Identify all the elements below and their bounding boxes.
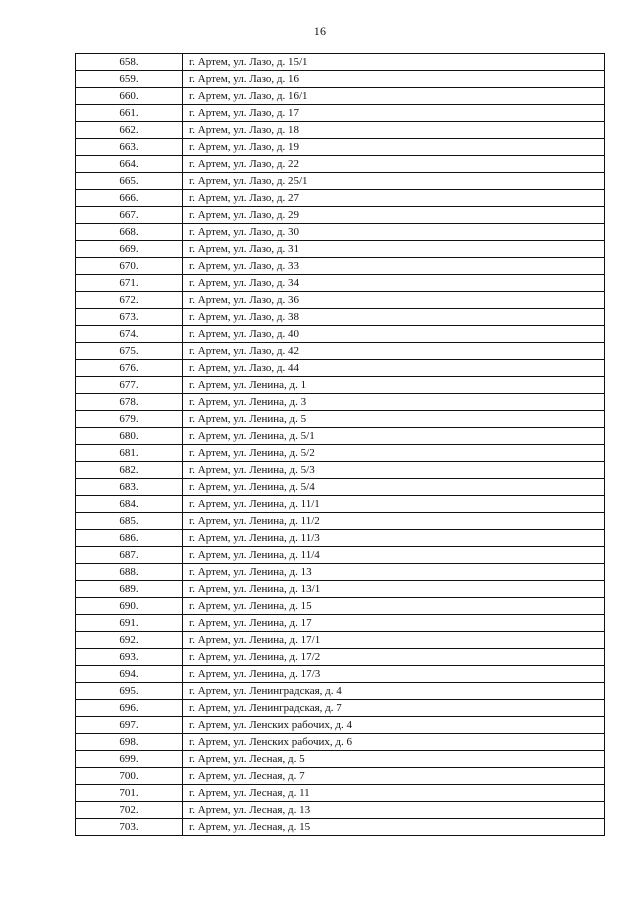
row-address: г. Артем, ул. Лазо, д. 19: [183, 139, 605, 156]
row-address: г. Артем, ул. Лазо, д. 25/1: [183, 173, 605, 190]
table-row: [76, 173, 605, 190]
row-address: г. Артем, ул. Ленина, д. 11/4: [183, 547, 605, 564]
table-row: [76, 734, 605, 751]
table-row: [76, 343, 605, 360]
row-number: 667.: [76, 207, 183, 224]
row-number: 673.: [76, 309, 183, 326]
row-number: 696.: [76, 700, 183, 717]
row-number: 661.: [76, 105, 183, 122]
table-row: [76, 496, 605, 513]
row-address: г. Артем, ул. Лесная, д. 15: [183, 819, 605, 836]
row-address: г. Артем, ул. Лесная, д. 5: [183, 751, 605, 768]
table-row: [76, 598, 605, 615]
row-address: г. Артем, ул. Ленина, д. 5: [183, 411, 605, 428]
table-row: [76, 139, 605, 156]
row-number: 692.: [76, 632, 183, 649]
table-row: [76, 751, 605, 768]
row-address: г. Артем, ул. Лазо, д. 40: [183, 326, 605, 343]
row-address: г. Артем, ул. Лесная, д. 11: [183, 785, 605, 802]
table-row: [76, 190, 605, 207]
table-row: [76, 445, 605, 462]
table-row: [76, 241, 605, 258]
row-address: г. Артем, ул. Ленских рабочих, д. 6: [183, 734, 605, 751]
row-address: г. Артем, ул. Лазо, д. 29: [183, 207, 605, 224]
row-address: г. Артем, ул. Лазо, д. 15/1: [183, 54, 605, 71]
row-number: 675.: [76, 343, 183, 360]
row-address: г. Артем, ул. Лазо, д. 33: [183, 258, 605, 275]
row-number: 664.: [76, 156, 183, 173]
table-row: [76, 581, 605, 598]
row-address: г. Артем, ул. Ленина, д. 5/2: [183, 445, 605, 462]
row-number: 658.: [76, 54, 183, 71]
table-row: [76, 768, 605, 785]
table-row: [76, 802, 605, 819]
row-address: г. Артем, ул. Лесная, д. 13: [183, 802, 605, 819]
row-number: 671.: [76, 275, 183, 292]
table-row: [76, 615, 605, 632]
table-row: [76, 547, 605, 564]
table-row: [76, 462, 605, 479]
row-address: г. Артем, ул. Лазо, д. 16/1: [183, 88, 605, 105]
table-row: [76, 309, 605, 326]
address-table: [75, 53, 605, 836]
table-row: [76, 224, 605, 241]
page-number: 16: [313, 24, 327, 38]
table-row: [76, 71, 605, 88]
row-number: 700.: [76, 768, 183, 785]
row-address: г. Артем, ул. Лазо, д. 18: [183, 122, 605, 139]
table-row: [76, 564, 605, 581]
row-address: г. Артем, ул. Ленинградская, д. 7: [183, 700, 605, 717]
row-number: 694.: [76, 666, 183, 683]
row-number: 689.: [76, 581, 183, 598]
row-number: 665.: [76, 173, 183, 190]
table-row: [76, 666, 605, 683]
row-address: г. Артем, ул. Ленина, д. 17/2: [183, 649, 605, 666]
table-row: [76, 683, 605, 700]
table-row: [76, 819, 605, 836]
row-number: 672.: [76, 292, 183, 309]
row-address: г. Артем, ул. Ленина, д. 1: [183, 377, 605, 394]
table-row: [76, 105, 605, 122]
row-number: 669.: [76, 241, 183, 258]
row-address: г. Артем, ул. Ленина, д. 13/1: [183, 581, 605, 598]
row-address: г. Артем, ул. Лазо, д. 16: [183, 71, 605, 88]
row-address: г. Артем, ул. Ленина, д. 15: [183, 598, 605, 615]
row-number: 679.: [76, 411, 183, 428]
row-number: 681.: [76, 445, 183, 462]
row-number: 680.: [76, 428, 183, 445]
row-address: г. Артем, ул. Лазо, д. 34: [183, 275, 605, 292]
row-number: 699.: [76, 751, 183, 768]
table-row: [76, 292, 605, 309]
row-number: 663.: [76, 139, 183, 156]
table-row: [76, 513, 605, 530]
row-address: г. Артем, ул. Лесная, д. 7: [183, 768, 605, 785]
row-address: г. Артем, ул. Ленина, д. 3: [183, 394, 605, 411]
row-number: 683.: [76, 479, 183, 496]
row-number: 695.: [76, 683, 183, 700]
table-row: [76, 377, 605, 394]
row-number: 668.: [76, 224, 183, 241]
row-number: 690.: [76, 598, 183, 615]
row-address: г. Артем, ул. Ленина, д. 5/4: [183, 479, 605, 496]
table-row: [76, 258, 605, 275]
row-address: г. Артем, ул. Лазо, д. 27: [183, 190, 605, 207]
row-address: г. Артем, ул. Лазо, д. 42: [183, 343, 605, 360]
table-row: [76, 530, 605, 547]
row-address: г. Артем, ул. Лазо, д. 22: [183, 156, 605, 173]
row-address: г. Артем, ул. Ленина, д. 11/3: [183, 530, 605, 547]
table-row: [76, 207, 605, 224]
row-address: г. Артем, ул. Ленина, д. 11/1: [183, 496, 605, 513]
table-row: [76, 428, 605, 445]
table-row: [76, 326, 605, 343]
table-row: [76, 360, 605, 377]
row-address: г. Артем, ул. Лазо, д. 17: [183, 105, 605, 122]
row-number: 693.: [76, 649, 183, 666]
row-number: 697.: [76, 717, 183, 734]
row-address: г. Артем, ул. Ленина, д. 17/1: [183, 632, 605, 649]
row-number: 698.: [76, 734, 183, 751]
row-number: 686.: [76, 530, 183, 547]
row-address: г. Артем, ул. Лазо, д. 31: [183, 241, 605, 258]
row-address: г. Артем, ул. Ленина, д. 13: [183, 564, 605, 581]
row-address: г. Артем, ул. Ленина, д. 17: [183, 615, 605, 632]
row-number: 685.: [76, 513, 183, 530]
row-number: 684.: [76, 496, 183, 513]
row-number: 691.: [76, 615, 183, 632]
table-row: [76, 122, 605, 139]
row-number: 666.: [76, 190, 183, 207]
table-row: [76, 700, 605, 717]
table-row: [76, 717, 605, 734]
row-number: 701.: [76, 785, 183, 802]
row-number: 677.: [76, 377, 183, 394]
table-row: [76, 88, 605, 105]
row-address: г. Артем, ул. Лазо, д. 38: [183, 309, 605, 326]
row-number: 670.: [76, 258, 183, 275]
row-address: г. Артем, ул. Лазо, д. 30: [183, 224, 605, 241]
table-row: [76, 632, 605, 649]
row-address: г. Артем, ул. Лазо, д. 44: [183, 360, 605, 377]
address-table-body: [76, 54, 605, 836]
table-row: [76, 479, 605, 496]
table-row: [76, 275, 605, 292]
row-address: г. Артем, ул. Ленских рабочих, д. 4: [183, 717, 605, 734]
row-address: г. Артем, ул. Ленина, д. 11/2: [183, 513, 605, 530]
row-address: г. Артем, ул. Лазо, д. 36: [183, 292, 605, 309]
row-address: г. Артем, ул. Ленина, д. 5/3: [183, 462, 605, 479]
table-row: [76, 54, 605, 71]
row-number: 688.: [76, 564, 183, 581]
row-address: г. Артем, ул. Ленина, д. 17/3: [183, 666, 605, 683]
row-number: 703.: [76, 819, 183, 836]
table-row: [76, 649, 605, 666]
row-number: 662.: [76, 122, 183, 139]
row-number: 687.: [76, 547, 183, 564]
row-number: 660.: [76, 88, 183, 105]
table-row: [76, 785, 605, 802]
row-number: 674.: [76, 326, 183, 343]
row-number: 676.: [76, 360, 183, 377]
row-number: 659.: [76, 71, 183, 88]
table-row: [76, 156, 605, 173]
row-number: 678.: [76, 394, 183, 411]
row-address: г. Артем, ул. Ленина, д. 5/1: [183, 428, 605, 445]
row-number: 682.: [76, 462, 183, 479]
table-row: [76, 394, 605, 411]
table-row: [76, 411, 605, 428]
row-address: г. Артем, ул. Ленинградская, д. 4: [183, 683, 605, 700]
row-number: 702.: [76, 802, 183, 819]
